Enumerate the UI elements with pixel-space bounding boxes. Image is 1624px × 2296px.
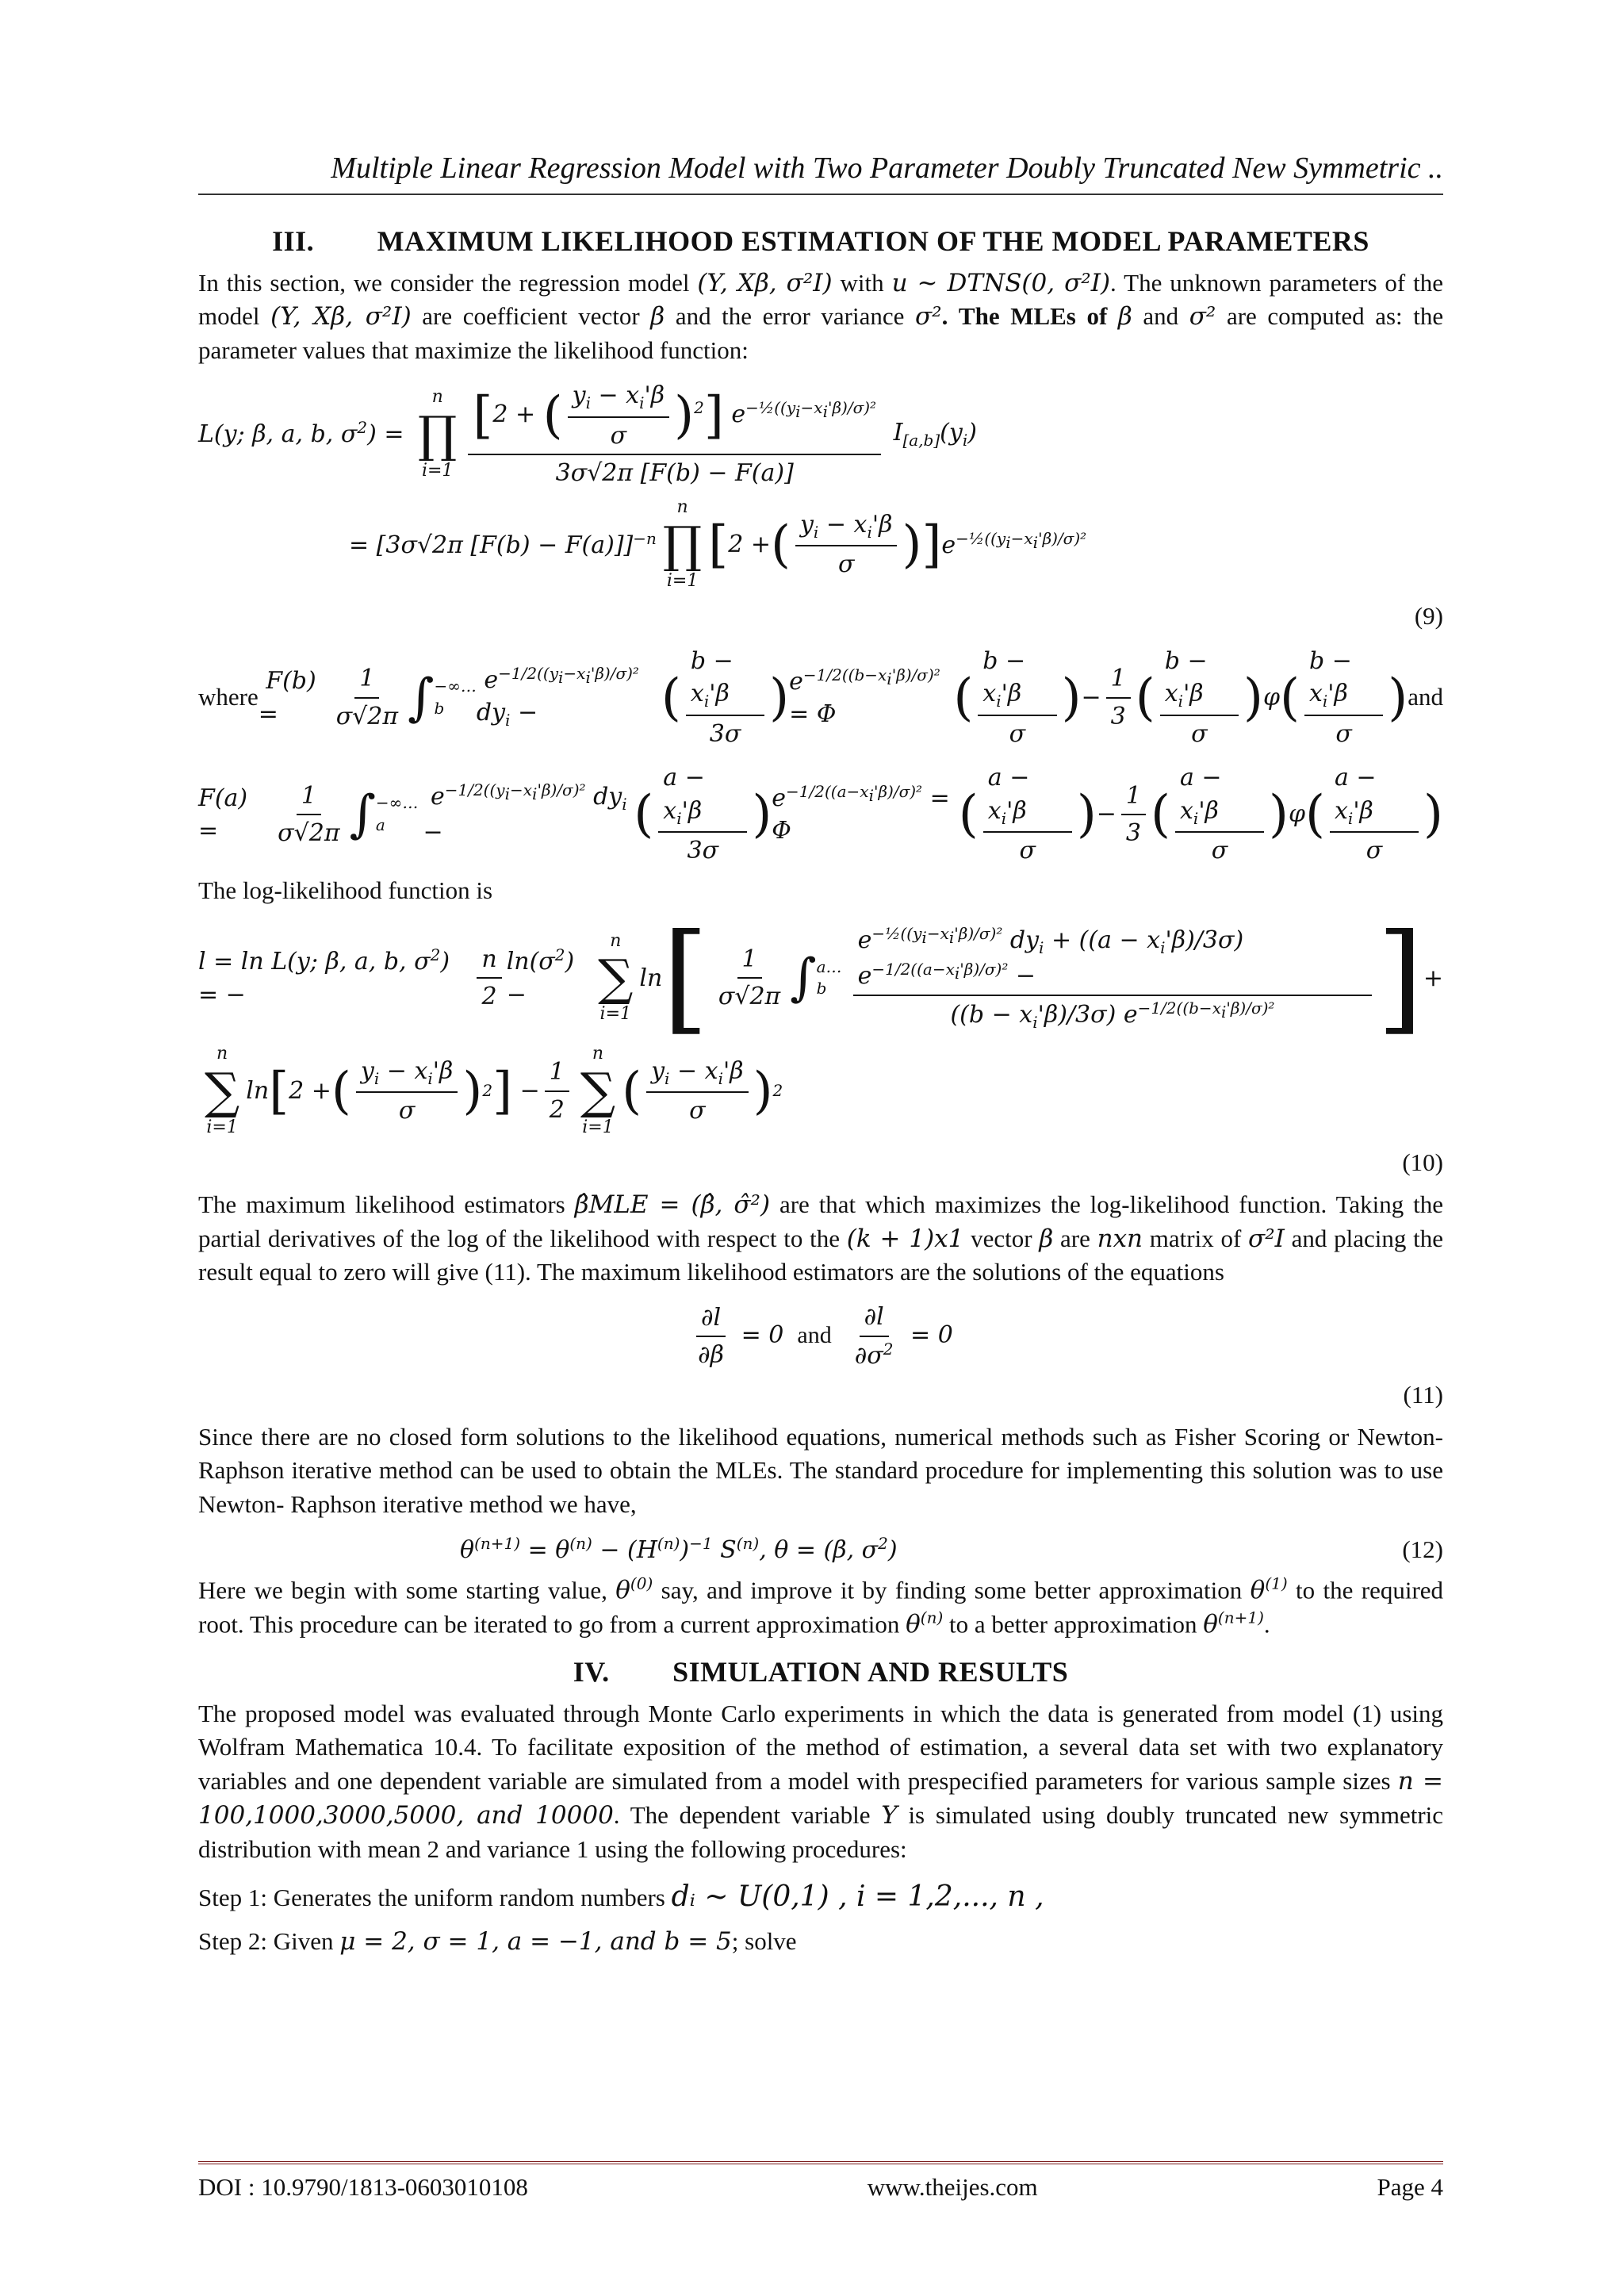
equation-Fb: where F(b) = $\frac{1}{\sigma√2\pi}$ ∫ −∞…b $e^{-1/2((y_i-x_i'\beta)/\sigma)^2}$ $dy_i$ − ( $\frac{b - x_i'\beta}{3\sigma}$ ) $e^{-1/2((b-x_i'\beta)/\sigma)^2} = \Phi$ ( $\frac{b - x_i'\beta}{\sigma}$ ) − $\frac{1}{3}$ ( $\frac{b - x_i'\beta}{\sigma}$ ) φ ( $\frac{b - x_i'\beta}{\sigma}$ ) and	[198, 645, 1443, 750]
step-1-text: Step 1: Generates the uniform random numbers	[198, 1884, 665, 1912]
intro-text-g: are computed as: the parameter values that maximize the likelihood function:	[198, 302, 1444, 365]
sim-text-b: . The dependent variable	[613, 1800, 871, 1829]
intro-with: with	[840, 268, 884, 297]
footer-divider	[198, 2161, 1443, 2164]
main-content	[198, 214, 1443, 1967]
step-1-math: dᵢ ~ U(0,1) , i = 1,2,..., n ,	[671, 1880, 1044, 1914]
mle-text-c: vector	[971, 1224, 1032, 1252]
intro-text-e: . The MLEs of	[941, 302, 1108, 331]
section-3-title: MAXIMUM LIKELIHOOD ESTIMATION OF THE MODEL PARAMETERS	[377, 225, 1369, 257]
iter-end: .	[1263, 1610, 1270, 1639]
sample-sizes: n = 100,1000,3000,5000, and 10000	[198, 1767, 1444, 1830]
iteration-paragraph: Here we begin with some starting value, $\theta^{(0)}$ say, and improve it by finding some better approximation $\theta^{(1)}$ to the required root. This procedure can be iterated to go from a current approximation $\theta^{(n)}$ to a better approximation $\theta^{(n+1)}$.	[198, 1573, 1444, 1639]
footer	[198, 2173, 1443, 2202]
step-1	[198, 1877, 1443, 1917]
mle-sigma2I: σ²I	[1248, 1224, 1285, 1253]
section-4-number: IV.	[573, 1655, 610, 1688]
simulation-paragraph	[198, 1697, 1443, 1867]
iter-text-b: say, and improve it by finding some better approximation	[661, 1576, 1243, 1604]
iter-text-c: to the required root. This procedure can be iterated to go from a current approximation	[198, 1576, 1444, 1639]
intro-text-a: In this section, we consider the regression model	[198, 268, 690, 297]
beta-symbol: β	[650, 302, 665, 332]
mle-text-f: and placing the result equal to zero will give (11). The maximum likelihood estimators are the solutions of the equations	[198, 1224, 1443, 1286]
mle-text-e: matrix of	[1149, 1224, 1242, 1252]
step-2-math: μ = 2, σ = 1, a = −1, and b = 5	[339, 1927, 732, 1957]
sim-text-a: The proposed model was evaluated through Monte Carlo experiments in which the data is generated from model (1) using Wolfram Mathematica 10.4. To facilitate exposition of the method of estimation, a several data set with two explanatory variables and one dependent variable are simulated from a model with prespecified parameters for various sample sizes	[198, 1699, 1443, 1796]
sigma2-symbol: σ²	[915, 302, 942, 332]
equation-9-number: (9)	[1414, 602, 1443, 631]
model-expression: (Y, Xβ, σ²I)	[697, 268, 833, 297]
mle-text-a: The maximum likelihood estimators	[198, 1190, 565, 1218]
section-3-number: III.	[272, 225, 315, 257]
iter-text-d: to a better approximation	[949, 1610, 1197, 1639]
error-distribution: u ~ DTNS(0, σ²I)	[891, 268, 1111, 297]
footer-doi: DOI : 10.9790/1813-0603010108	[198, 2173, 528, 2201]
intro-text-c: are coefficient vector	[422, 302, 640, 331]
header-divider	[198, 194, 1443, 195]
equation-12-number: (12)	[1402, 1535, 1443, 1563]
intro-text-f: and	[1143, 302, 1179, 331]
step-2-text-b: ; solve	[731, 1927, 797, 1956]
equation-10-loglikelihood: l = ln L(y; β, a, b, $\sigma^2$) = − $\frac{n}{2}$ $\ln(\sigma^2)$ − n ∑ i=1 ln [ $\frac{1}{\sigma√2\pi}$ ∫ a…b $\frac{e^{-\frac{1}{2}((y_i-x_i'\beta)/\sigma)^2} dy_i + ((a - x_i'\beta)/3\sigma) e^{-1/2((a-x_i'\beta)/\sigma)^2} -}{((b - x_i'\beta)/3\sigma) e^{-1/2((b-x_i'\beta)/\sigma)^2}}$ ] + n ∑ i=1 ln [ 2 + ( $\frac{y_i - x_i'\beta}{\sigma}$ ) 2 ] − $\frac{1}{2}$ n ∑ i=1 ( $\frac{y_i - x_i'\beta}{\sigma}$ ) 2	[198, 909, 1443, 1137]
equation-11-number: (11)	[1403, 1380, 1443, 1409]
iter-text-a: Here we begin with some starting value,	[198, 1576, 607, 1604]
mle-paragraph	[198, 1188, 1443, 1290]
running-header: Multiple Linear Regression Model with Two Parameter Doubly Truncated New Symmetric ..	[331, 151, 1443, 185]
sim-text-c: is simulated using doubly truncated new symmetric distribution with mean 2 and variance 1 using the following procedures:	[198, 1800, 1444, 1863]
newton-paragraph: Since there are no closed form solutions to the likelihood equations, numerical methods such as Fisher Scoring or Newton-Raphson iterative method can be used to obtain the MLEs. The standard procedure for implementing this solution was to use Newton- Raphson iterative method we have,	[198, 1422, 1443, 1519]
mle-text-b: are that which maximizes the log-likelihood function. Taking the partial derivatives of the log of the likelihood with respect to the	[198, 1190, 1444, 1252]
section-4-heading	[198, 1653, 1443, 1692]
step-2-text: Step 2: Given	[198, 1927, 334, 1956]
intro-text-d: and the error variance	[675, 302, 905, 331]
mle-nxn: nxn	[1097, 1224, 1143, 1253]
step-2	[198, 1925, 1443, 1959]
model-expression-2: (Y, Xβ, σ²I)	[270, 302, 412, 332]
equation-11: $\frac{\partial l}{\partial\beta}$ = 0 and $\frac{\partial l}{\partial\sigma^2}$ = 0	[198, 1301, 1443, 1372]
beta-symbol-2: β	[1117, 302, 1132, 332]
mle-symbol: β̂MLE = (β̂, σ̂²)	[574, 1190, 771, 1219]
mle-text-d: are	[1060, 1224, 1090, 1252]
equation-12: $\theta^{(n+1)} = \theta^{(n)} - (H^{(n)})^{-1}$ $S^{(n)}$, θ = (β, $\sigma^2$) (12)	[198, 1533, 1443, 1567]
intro-text-b: . The unknown parameters of the model	[198, 268, 1444, 331]
equation-9-likelihood: L(y; β, a, b, $\sigma^2$) = n ∏ i=1 [2 + ( $\frac{y_i - x_i'\beta}{\sigma}$ )$^2$] $e^{-\frac{1}{2}((y_i-x_i'\beta)/\sigma)^2}$ 3σ√2π [F(b) − F(a)] $I_{[a,b]}(y_i)$ = [3σ√2π [F(b) − F(a)]]$^{-n}$ n ∏ i=1 [ 2 + ( $\frac{y_i - x_i'\beta}{\sigma}$ ) ] $e^{-\frac{1}{2}((y_i-x_i'\beta)/\sigma)^2}$	[198, 379, 1443, 593]
footer-page-number: Page 4	[1377, 2173, 1443, 2201]
dependent-var-Y: Y	[881, 1800, 898, 1830]
beta-symbol-3: β	[1039, 1224, 1054, 1253]
equation-10-number: (10)	[1402, 1148, 1443, 1177]
equation-Fa: F(a) = $\frac{1}{\sigma√2\pi}$ ∫ −∞…a $e^{-1/2((y_i-x_i'\beta)/\sigma)^2}$ $dy_i$ − ( $\frac{a - x_i'\beta}{3\sigma}$ ) $e^{-1/2((a-x_i'\beta)/\sigma)^2} = \Phi$ ( $\frac{a - x_i'\beta}{\sigma}$ ) − $\frac{1}{3}$ ( $\frac{a - x_i'\beta}{\sigma}$ ) φ ( $\frac{a - x_i'\beta}{\sigma}$ )	[198, 761, 1443, 867]
mle-vector-dim: (k + 1)x1	[846, 1224, 964, 1253]
footer-url[interactable]: www.theijes.com	[867, 2173, 1038, 2201]
loglik-intro: The log-likelihood function is	[198, 876, 493, 904]
sigma2-symbol-2: σ²	[1189, 302, 1216, 332]
and-label: and	[1408, 683, 1443, 711]
section-4-title: SIMULATION AND RESULTS	[672, 1655, 1069, 1688]
section-3-intro	[198, 266, 1443, 368]
section-3-heading	[198, 222, 1443, 262]
where-label: where	[198, 683, 259, 711]
